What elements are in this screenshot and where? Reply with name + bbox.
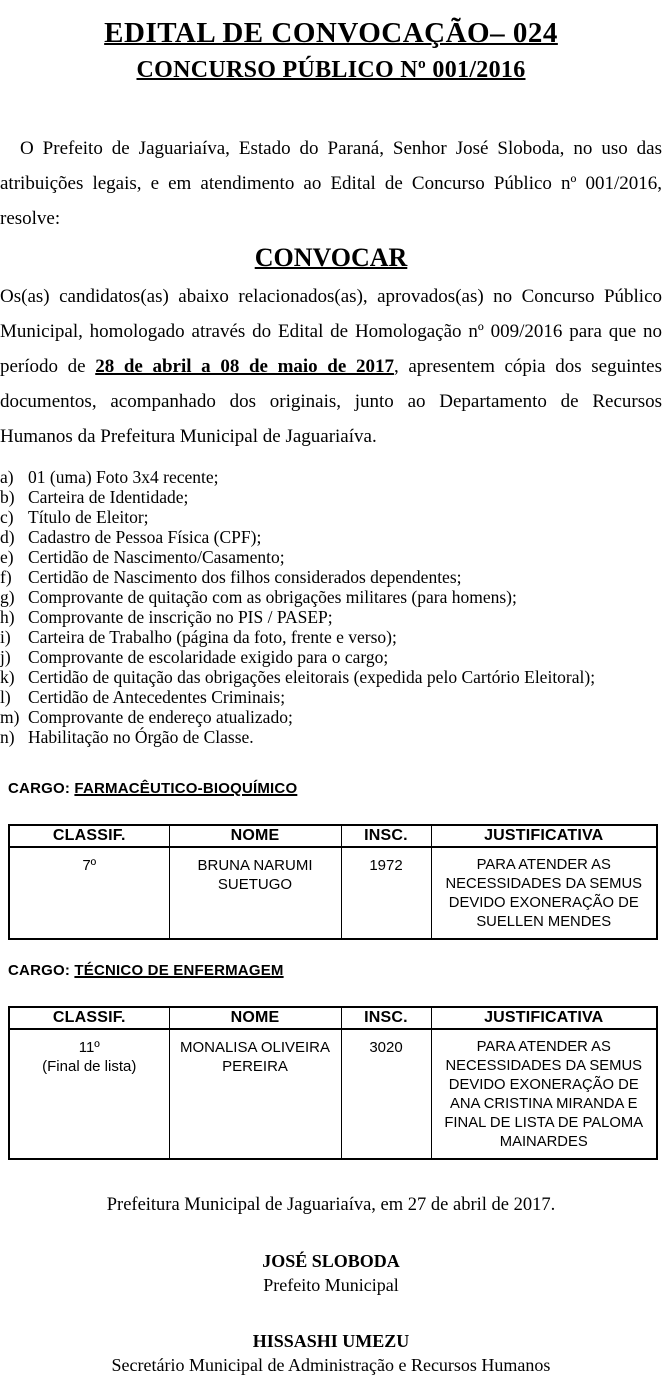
item-text: Carteira de Identidade;: [28, 487, 189, 508]
cargo-heading-tecnico-enfermagem: [8, 962, 662, 980]
cell-justificativa: PARA ATENDER AS NECESSIDADES DA SEMUS DEVIDO EXONERAÇÃO DE ANA CRISTINA MIRANDA E FINAL DE LISTA DE PALOMA MAINARDES: [431, 1029, 657, 1159]
candidates-table-tecnico-enfermagem: [8, 1006, 658, 1160]
checklist-item-k: [0, 667, 662, 687]
item-text: Cadastro de Pessoa Física (CPF);: [28, 527, 262, 548]
cargo-heading-farmaceutico: [8, 780, 662, 798]
item-text: Título de Eleitor;: [28, 507, 149, 528]
item-letter: h): [0, 607, 15, 628]
checklist-item-l: [0, 687, 662, 707]
checklist-item-n: [0, 727, 662, 747]
checklist-item-b: [0, 487, 662, 507]
column-header-insc: INSC.: [341, 825, 431, 847]
checklist-item-d: [0, 527, 662, 547]
classif-value: 7º: [82, 857, 97, 875]
document-page: [0, 16, 662, 1376]
item-text: Comprovante de escolaridade exigido para o cargo;: [28, 647, 389, 668]
column-header-nome: NOME: [169, 1007, 341, 1029]
table-row: [9, 847, 657, 939]
cell-justificativa: PARA ATENDER AS NECESSIDADES DA SEMUS DEVIDO EXONERAÇÃO DE SUELLEN MENDES: [431, 847, 657, 939]
table-row: [9, 1029, 657, 1159]
checklist-item-j: [0, 647, 662, 667]
cell-insc: 3020: [341, 1029, 431, 1159]
item-text: Comprovante de endereço atualizado;: [28, 707, 293, 728]
date-line: Prefeitura Municipal de Jaguariaíva, em 27 de abril de 2017.: [106, 1195, 556, 1216]
cell-nome: MONALISA OLIVEIRA PEREIRA: [169, 1029, 341, 1159]
document-subtitle: CONCURSO PÚBLICO Nº 001/2016: [136, 56, 526, 83]
item-text: Certidão de Nascimento dos filhos considerados dependentes;: [28, 567, 462, 588]
cargo-title: FARMACÊUTICO-BIOQUÍMICO: [74, 780, 298, 798]
item-letter: n): [0, 727, 15, 748]
cargo-label: CARGO:: [8, 962, 71, 980]
candidates-table-farmaceutico: [8, 824, 658, 940]
table-header-row: [9, 825, 657, 847]
column-header-nome: NOME: [169, 825, 341, 847]
signature-secretario: [0, 1329, 662, 1377]
item-text: Certidão de Nascimento/Casamento;: [28, 547, 285, 568]
item-letter: f): [0, 567, 12, 588]
column-header-justificativa: JUSTIFICATIVA: [431, 825, 657, 847]
item-letter: i): [0, 627, 11, 648]
item-letter: m): [0, 707, 20, 728]
cargo-label: CARGO:: [8, 780, 71, 798]
cell-nome: BRUNA NARUMI SUETUGO: [169, 847, 341, 939]
classif-note: (Final de lista): [42, 1058, 137, 1076]
cell-classif: [9, 1029, 169, 1159]
body-paragraph-end: , apresentem cópia dos seguintes documentos, acompanhado dos originais, junto ao Departamento de Recursos Humanos da Prefeitura Municipal de Jaguariaíva.: [0, 356, 662, 448]
cell-classif: [9, 847, 169, 939]
intro-paragraph: O Prefeito de Jaguariaíva, Estado do Paraná, Senhor José Sloboda, no uso das atribuições legais, e em atendimento ao Edital de Concurso Público nº 001/2016, resolve:: [0, 137, 662, 229]
item-text: Comprovante de inscrição no PIS / PASEP;: [28, 607, 333, 628]
item-text: Carteira de Trabalho (página da foto, frente e verso);: [28, 627, 397, 648]
checklist-item-c: [0, 507, 662, 527]
item-letter: j): [0, 647, 11, 668]
column-header-justificativa: JUSTIFICATIVA: [431, 1007, 657, 1029]
date-range-emphasis: 28 de abril a 08 de maio de 2017: [95, 356, 394, 378]
checklist-item-i: [0, 627, 662, 647]
signature-role: Prefeito Municipal: [263, 1275, 399, 1296]
signature-name: HISSASHI UMEZU: [252, 1331, 410, 1352]
item-text: 01 (uma) Foto 3x4 recente;: [28, 467, 219, 488]
item-text: Certidão de Antecedentes Criminais;: [28, 687, 286, 708]
item-letter: a): [0, 467, 14, 488]
cell-insc: 1972: [341, 847, 431, 939]
column-header-classif: CLASSIF.: [9, 825, 169, 847]
checklist-item-f: [0, 567, 662, 587]
checklist-item-a: [0, 467, 662, 487]
column-header-classif: CLASSIF.: [9, 1007, 169, 1029]
body-paragraph-start: Os(as) candidatos(as) abaixo relacionados(as), aprovados(as) no Concurso Público Municipal, homologado através do Edital de Homologação nº 009/2016 para que no período de: [0, 286, 662, 378]
item-letter: b): [0, 487, 15, 508]
item-letter: d): [0, 527, 15, 548]
table-header-row: [9, 1007, 657, 1029]
body-paragraph: [0, 279, 662, 454]
item-letter: e): [0, 547, 14, 568]
checklist-item-m: [0, 707, 662, 727]
checklist-item-g: [0, 587, 662, 607]
cargo-title: TÉCNICO DE ENFERMAGEM: [74, 962, 284, 980]
column-header-insc: INSC.: [341, 1007, 431, 1029]
checklist-item-e: [0, 547, 662, 567]
documents-checklist: [0, 467, 662, 747]
item-text: Comprovante de quitação com as obrigações militares (para homens);: [28, 587, 517, 608]
convocar-heading: CONVOCAR: [254, 242, 408, 272]
item-letter: g): [0, 587, 15, 608]
item-text: Certidão de quitação das obrigações eleitorais (expedida pelo Cartório Eleitoral);: [28, 667, 596, 688]
item-letter: k): [0, 667, 15, 688]
classif-value: 11º: [78, 1039, 100, 1057]
item-letter: l): [0, 687, 11, 708]
item-text: Habilitação no Órgão de Classe.: [28, 727, 254, 748]
checklist-item-h: [0, 607, 662, 627]
signature-role: Secretário Municipal de Administração e Recursos Humanos: [111, 1355, 551, 1376]
document-title: EDITAL DE CONVOCAÇÃO– 024: [104, 17, 558, 49]
signature-name: JOSÉ SLOBODA: [262, 1251, 400, 1272]
signature-prefeito: [0, 1249, 662, 1297]
item-letter: c): [0, 507, 14, 528]
